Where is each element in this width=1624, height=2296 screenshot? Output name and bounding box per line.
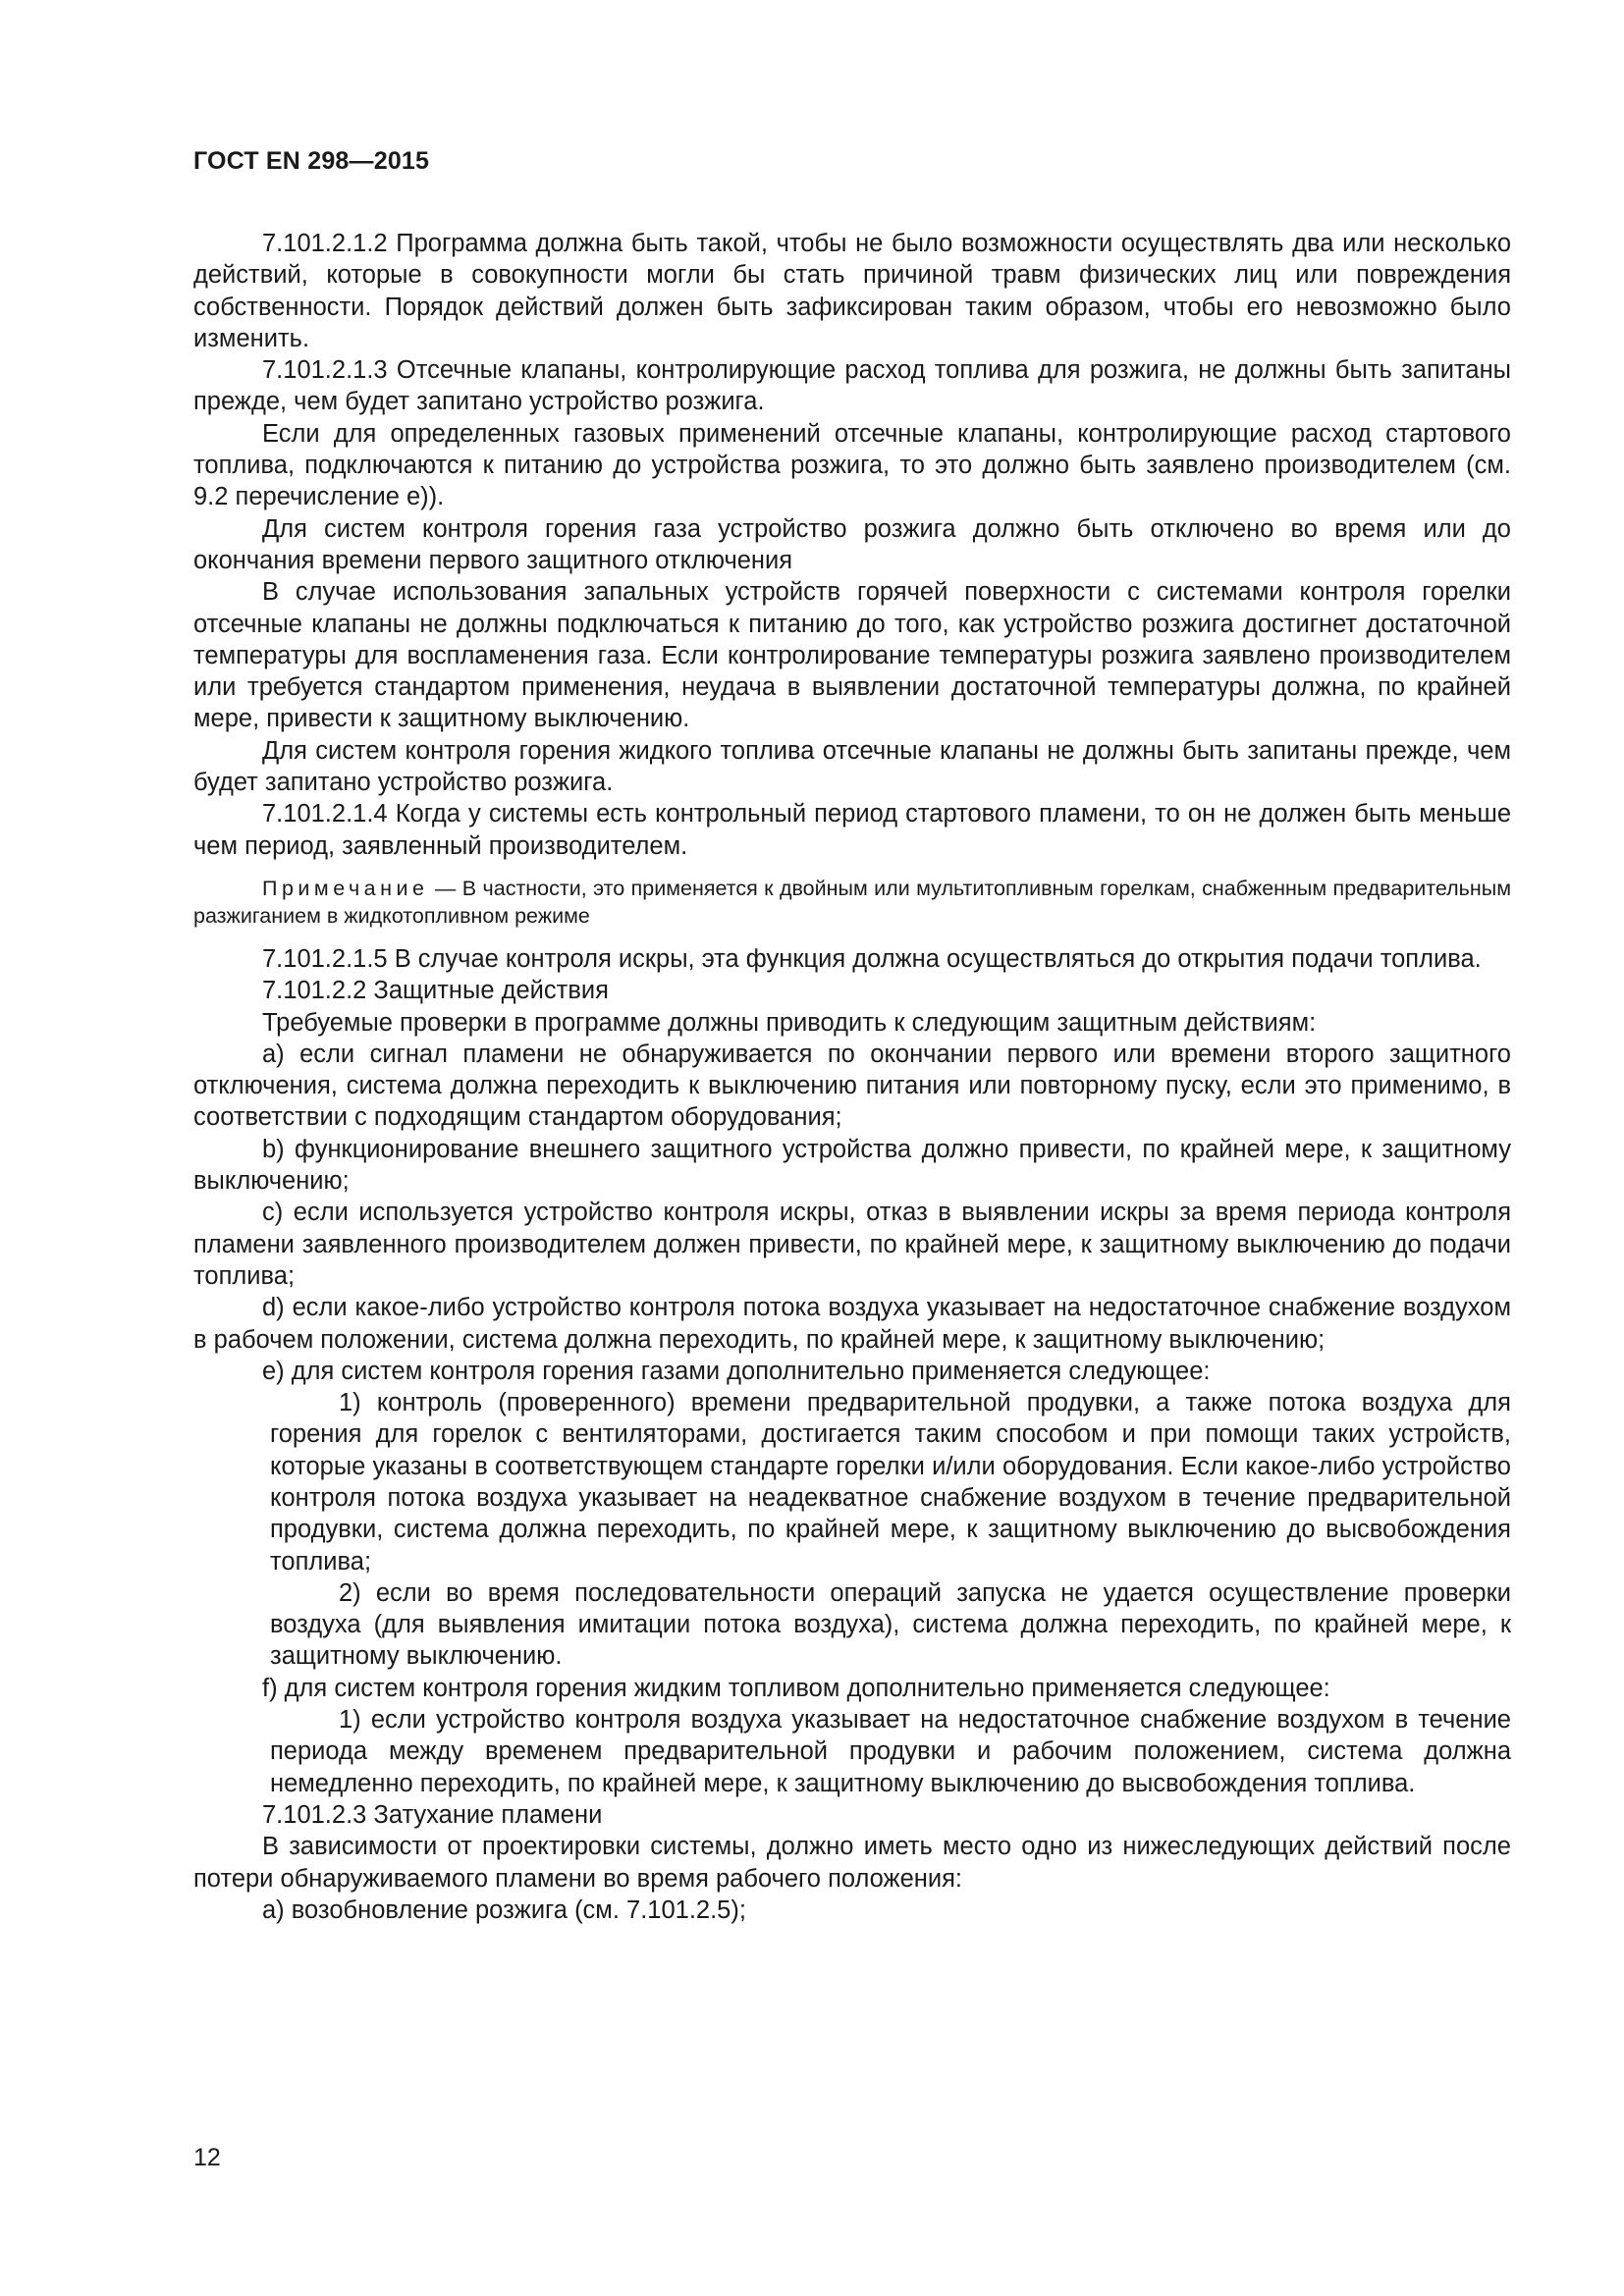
list-item-f: f) для систем контроля горения жидким топливом дополнительно применяется следующее: — [262, 1674, 1330, 1702]
sub-item-e-1: 1) контроль (проверенного) времени предварительной продувки, а также потока воздуха для горения для горелок с вентиляторами, достигается таким способом и при помощи таких устройств, которые указаны в соответствующем стандарте горелки и/или оборудования. Если какое-либо устройство контроля потока воздуха указывает на неадекватное снабжение воздухом в течение предварительной продувки, система должна переходить, по крайней мере, к защитному выключению до высвобождения топлива; — [270, 1389, 1511, 1575]
list-item-a: а) возобновление розжига (см. 7.101.2.5); — [262, 1896, 746, 1924]
section-heading-7-101-2-3: 7.101.2.3 Затухание пламени — [262, 1800, 603, 1829]
note — [193, 875, 1511, 930]
list-item-c: c) если используется устройство контроля искры, отказ в выявлении искры за время периода контроля пламени заявленного производителем должен привести, по крайней мере, к защитному выключению до подачи топлива; — [193, 1199, 1511, 1290]
note-label: Примечание — [262, 876, 429, 900]
document-body — [193, 228, 1511, 1926]
note-text: — В частности, это применяется к двойным или мультитопливным горелкам, снабженным предварительным разжиганием в жидкотопливном режиме — [193, 876, 1511, 928]
section-heading-7-101-2-2: 7.101.2.2 Защитные действия — [262, 977, 609, 1005]
paragraph: В зависимости от проектировки системы, должно иметь место одно из нижеследующих действий после потери обнаруживаемого пламени во время рабочего положения: — [193, 1833, 1511, 1893]
paragraph-7-101-2-1-5: 7.101.2.1.5 В случае контроля искры, эта функция должна осуществляться до открытия подачи топлива. — [262, 944, 1482, 973]
sub-item-f-1: 1) если устройство контроля воздуха указывает на недостаточное снабжение воздухом в течение периода между временем предварительной продувки и рабочим положением, система должна немедленно переходить, по крайней мере, к защитному выключению до высвобождения топлива. — [270, 1706, 1511, 1797]
paragraph-7-101-2-1-3: 7.101.2.1.3 Отсечные клапаны, контролирующие расход топлива для розжига, не должны быть запитаны прежде, чем будет запитано устройство розжига. — [193, 356, 1511, 416]
paragraph: Для систем контроля горения жидкого топлива отсечные клапаны не должны быть запитаны прежде, чем будет запитано устройство розжига. — [193, 736, 1511, 797]
sub-item-e-2: 2) если во время последовательности операций запуска не удается осуществление проверки воздуха (для выявления имитации потока воздуха), система должна переходить, по крайней мере, к защитному выключению. — [270, 1578, 1511, 1671]
list-item-e: е) для систем контроля горения газами дополнительно применяется следующее: — [262, 1357, 1211, 1385]
page-number: 12 — [193, 2144, 221, 2171]
document-header: ГОСТ EN 298—2015 — [193, 147, 430, 175]
paragraph: Требуемые проверки в программе должны приводить к следующим защитным действиям: — [262, 1008, 1317, 1037]
paragraph-7-101-2-1-4: 7.101.2.1.4 Когда у системы есть контрольный период стартового пламени, то он не должен быть меньше чем период, заявленный производителем. — [193, 800, 1511, 860]
list-item-b: b) функционирование внешнего защитного устройства должно привести, по крайней мере, к защитному выключению; — [193, 1135, 1511, 1196]
paragraph: Если для определенных газовых применений отсечные клапаны, контролирующие расход стартового топлива, подключаются к питанию до устройства розжига, то это должно быть заявлено производителем (см. 9.2 перечисление е)). — [193, 419, 1511, 511]
paragraph-7-101-2-1-2: 7.101.2.1.2 Программа должна быть такой, чтобы не было возможности осуществлять два или несколько действий, которые в совокупности могли бы стать причиной травм физических лиц или повреждения собственности. Порядок действий должен быть зафиксирован таким образом, чтобы его невозможно было изменить. — [193, 230, 1511, 352]
list-item-a: а) если сигнал пламени не обнаруживается по окончании первого или времени второго защитного отключения, система должна переходить к выключению питания или повторному пуску, если это применимо, в соответствии с подходящим стандартом оборудования; — [193, 1040, 1511, 1132]
list-item-d: d) если какое-либо устройство контроля потока воздуха указывает на недостаточное снабжение воздухом в рабочем положении, система должна переходить, по крайней мере, к защитному выключению; — [193, 1294, 1511, 1354]
paragraph: В случае использования запальных устройств горячей поверхности с системами контроля горелки отсечные клапаны не должны подключаться к питанию до того, как устройство розжига достигнет достаточной температуры для воспламенения газа. Если контролирование температуры розжига заявлено производителем или требуется стандартом применения, неудача в выявлении достаточной температуры должна, по крайней мере, привести к защитному выключению. — [193, 578, 1511, 733]
paragraph: Для систем контроля горения газа устройство розжига должно быть отключено во время или до окончания времени первого защитного отключения — [193, 514, 1511, 574]
